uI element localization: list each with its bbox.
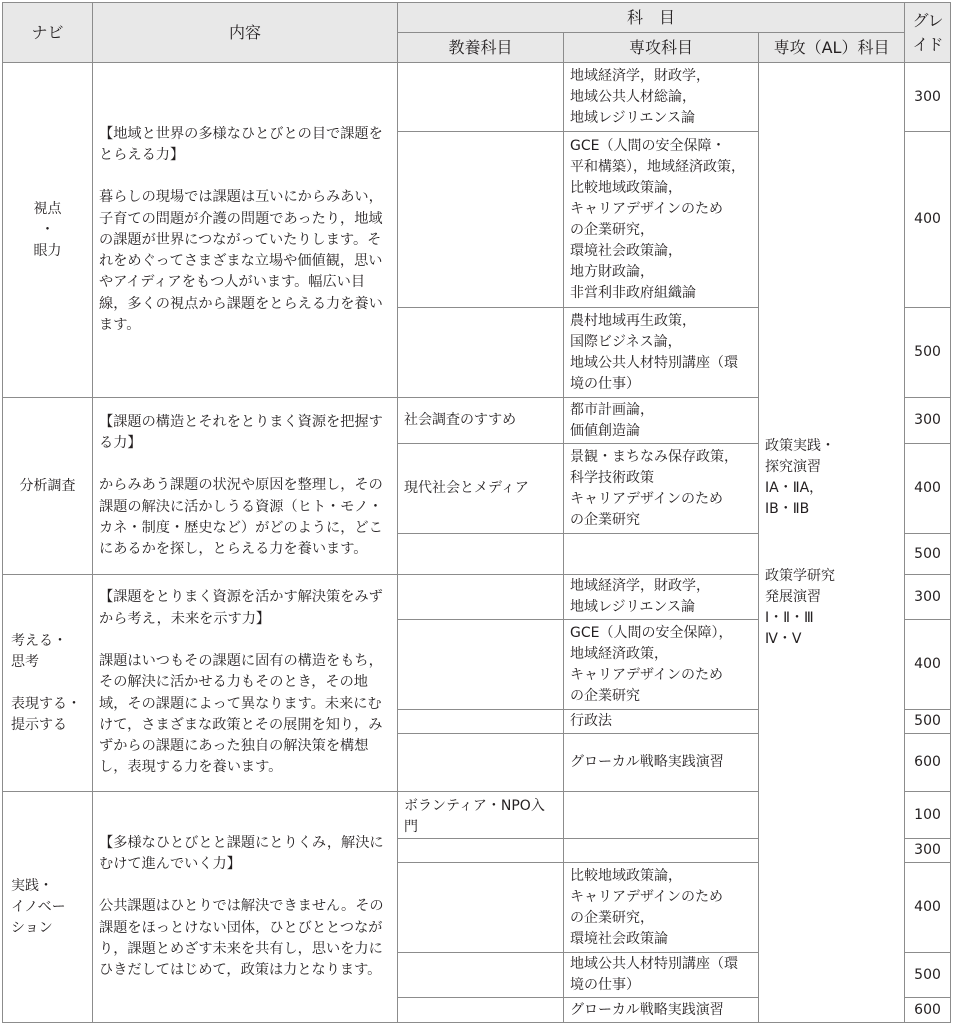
grade-cell: 600 [905, 734, 951, 792]
senko-subject: 比較地域政策論， [570, 867, 682, 884]
header-senko: 専攻科目 [564, 33, 759, 63]
al-subject: ⅠB・ⅡB [765, 500, 810, 517]
senko-subject: 科学技術政策 [570, 469, 654, 486]
senko-subject: の企業研究， [570, 909, 654, 926]
grade-cell: 400 [905, 620, 951, 710]
senko-subject: キャリアデザインのため [570, 666, 724, 683]
kyoyo-cell [398, 534, 564, 575]
senko-subject: 地域レジリエンス論 [570, 109, 695, 126]
kyoyo-cell [398, 953, 564, 998]
navi-label: 思考 [11, 653, 39, 670]
senko-subject: 地域公共人材総論， [570, 88, 696, 105]
kyoyo-cell: 現代社会とメディア [398, 444, 564, 534]
al-subject: 発展演習 [765, 588, 821, 605]
senko-cell [564, 132, 759, 308]
al-subject: ⅠA・ⅡA， [765, 479, 824, 496]
header-navi: ナビ [3, 3, 93, 63]
senko-cell [564, 710, 759, 734]
senko-subject: の企業研究， [570, 221, 654, 238]
header-grade: グレイド [905, 3, 951, 63]
table-header [3, 3, 951, 63]
content-cell [93, 63, 398, 398]
grade-cell: 300 [905, 575, 951, 620]
navi-label: 表現する・ [11, 695, 81, 712]
senko-cell [564, 953, 759, 998]
senko-subject: 境の仕事） [570, 977, 640, 993]
senko-subject: 行政法 [570, 713, 612, 729]
navi-label [11, 673, 86, 694]
kyoyo-cell [398, 710, 564, 734]
grade-cell: 500 [905, 953, 951, 998]
kyoyo-cell [398, 63, 564, 132]
navi-label: 分析調査 [19, 477, 76, 494]
senko-subject: グローカル戦略実践演習 [570, 1001, 724, 1018]
senko-cell [564, 998, 759, 1023]
senko-subject: 地域レジリエンス論 [570, 599, 695, 615]
grade-cell: 600 [905, 998, 951, 1023]
grade-cell: 500 [905, 710, 951, 734]
header-senko-al: 専攻（AL）科目 [759, 33, 905, 63]
senko-cell [564, 620, 759, 710]
navi-cell [3, 575, 93, 792]
navi-label: 考える・ [11, 632, 67, 649]
senko-cell [564, 792, 759, 839]
senko-cell [564, 308, 759, 398]
navi-label: 眼力 [33, 242, 62, 259]
senko-cell [564, 839, 759, 863]
table-row [3, 63, 951, 132]
kyoyo-cell [398, 863, 564, 953]
senko-subject: 環境社会政策論， [570, 242, 682, 259]
content-title: 【課題をとりまく資源を活かす解決策をみずから考え，未来を示す力】 [99, 589, 383, 627]
kyoyo-cell [398, 998, 564, 1023]
senko-cell [564, 63, 759, 132]
senko-subject: 地方財政論， [570, 263, 654, 280]
senko-cell [564, 444, 759, 534]
senko-subject: 環境社会政策論 [570, 930, 668, 947]
senko-subject: 平和構築），地域経済政策， [570, 158, 745, 175]
al-subject: 政策学研究 [765, 567, 835, 584]
navi-label: ション [11, 919, 53, 936]
header-kyoyo: 教養科目 [398, 33, 564, 63]
navi-cell [3, 792, 93, 1023]
al-subject: Ⅰ・Ⅱ・Ⅲ [765, 609, 814, 626]
navi-label: 提示する [11, 716, 67, 733]
senko-cell [564, 534, 759, 575]
content-title: 【課題の構造とそれをとりまく資源を把握する力】 [99, 413, 383, 451]
senko-subject: の企業研究 [570, 687, 640, 704]
content-cell [93, 575, 398, 792]
kyoyo-cell [398, 620, 564, 710]
kyoyo-cell [398, 839, 564, 863]
grade-cell: 300 [905, 839, 951, 863]
navi-cell [3, 398, 93, 575]
senko-cell [564, 863, 759, 953]
senko-al-cell [759, 63, 905, 1023]
grade-cell: 500 [905, 534, 951, 575]
kyoyo-cell: 社会調査のすすめ [398, 398, 564, 444]
kyoyo-cell [398, 132, 564, 308]
kyoyo-cell [398, 575, 564, 620]
senko-subject: キャリアデザインのため [570, 200, 724, 217]
senko-cell [564, 734, 759, 792]
senko-cell [564, 575, 759, 620]
senko-subject: 境の仕事） [570, 375, 640, 392]
senko-subject: GCE（人間の安全保障・ [570, 137, 726, 154]
senko-subject: 比較地域政策論， [570, 179, 682, 196]
grade-cell: 400 [905, 132, 951, 308]
senko-subject: 地域経済政策， [570, 645, 668, 662]
kyoyo-cell [398, 734, 564, 792]
navi-label: イノベー [11, 898, 66, 915]
grade-cell: 400 [905, 444, 951, 534]
senko-subject: 国際ビジネス論， [570, 333, 682, 350]
senko-cell [564, 398, 759, 444]
senko-subject: 都市計画論， [570, 401, 654, 418]
senko-subject: キャリアデザインのため [570, 490, 724, 507]
header-subjects: 科 目 [398, 3, 905, 33]
table-body [3, 63, 951, 1023]
senko-subject: GCE（人間の安全保障）， [570, 624, 733, 641]
content-body: からみあう課題の状況や原因を整理し，その課題の解決に活かしうる資源（ヒト・モノ・カネ・制度・歴史など）がどのように，どこにあるかを探し，とらえる力を養います。 [99, 477, 383, 558]
grade-cell: 100 [905, 792, 951, 839]
header-content: 内容 [93, 3, 398, 63]
navi-label: 視点 [33, 200, 62, 217]
grade-cell: 300 [905, 63, 951, 132]
kyoyo-cell: ボランティア・NPO入門 [398, 792, 564, 839]
senko-subject: 地域経済学，財政学， [570, 578, 710, 594]
curriculum-table [2, 2, 951, 1023]
senko-subject: 農村地域再生政策， [570, 312, 696, 329]
senko-subject: 地域公共人材特別講座（環 [570, 956, 738, 972]
kyoyo-cell [398, 308, 564, 398]
senko-subject: キャリアデザインのため [570, 888, 724, 905]
al-subject: 政策実践・ [765, 437, 835, 454]
senko-subject: の企業研究 [570, 511, 640, 528]
content-body: 公共課題はひとりでは解決できません。その課題をほっとけない団体，ひとびととつながり，課題とめざす未来を共有し，思いを力にひきだしてはじめて，政策は力となります。 [99, 898, 384, 979]
navi-cell [3, 63, 93, 398]
content-title: 【多様なひとびとと課題にとりくみ，解決にむけて進んでいく力】 [99, 834, 384, 872]
al-subject: 探究演習 [765, 458, 821, 475]
senko-subject: 地域公共人材特別講座（環 [570, 354, 738, 371]
content-body: 課題はいつもその課題に固有の構造をもち，その解決に活かせる力もそのとき，その地域，その課題によって異なります。未来にむけて，さまざまな政策とその展開を知り，みずからの課題にあった独自の解決策を構想し，表現する力を養います。 [99, 652, 383, 776]
grade-cell: 400 [905, 863, 951, 953]
senko-subject: 地域経済学，財政学， [570, 67, 710, 84]
grade-cell: 500 [905, 308, 951, 398]
senko-subject: 非営利非政府組織論 [570, 284, 696, 301]
content-cell [93, 398, 398, 575]
senko-subject: 景観・まちなみ保存政策， [570, 448, 738, 465]
navi-label: ・ [40, 221, 55, 238]
content-body: 暮らしの現場では課題は互いにからみあい，子育ての問題が介護の問題であったり，地域の課題が世界につながっていたりします。それをめぐってさまざまな立場や価値観，思いやアイディアをもつ人がいます。幅広い目線，多くの視点から課題をとらえる力を養います。 [99, 189, 383, 334]
senko-subject: 価値創造論 [570, 422, 640, 439]
senko-subject: グローカル戦略実践演習 [570, 754, 724, 770]
navi-label: 実践・ [11, 877, 53, 894]
al-subject: Ⅳ・Ⅴ [765, 630, 802, 647]
content-title: 【地域と世界の多様なひとびとの目で課題をとらえる力】 [99, 125, 383, 163]
grade-cell: 300 [905, 398, 951, 444]
content-cell [93, 792, 398, 1023]
